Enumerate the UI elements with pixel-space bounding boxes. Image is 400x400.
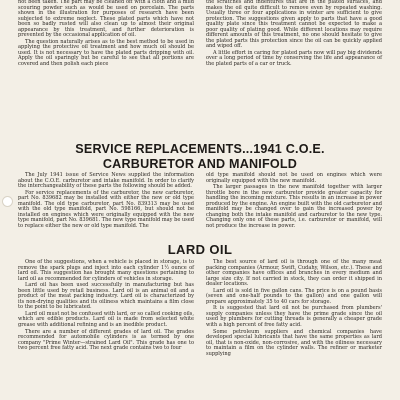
paragraph: The question naturally arises as to the best method to be used in applying the protective oil treatment and how much oil should be used. It is not necessary to have the plated parts dripping with oil. Apply the oil sparingly but be careful to see that all portions are covered and then polish each piece [18, 38, 194, 68]
carburetor-left-column [18, 173, 194, 230]
paragraph: The larger passages in the new manifold together with larger throttle bore in the new carburetor provide greater capacity for handling the incoming mixture. This results in an increase in power produced by the engine. An engine built with the old carburetor and manifold may be changed over to gain the increased power by changing both the intake manifold and carburetor to the new type. Changing only one of these parts, i.e. carburetor or manifold, will not produce the increase in power. [206, 184, 382, 229]
paragraph: The best source of lard oil is through one of the many meat packing companies (Armour, Swift, Cudahy, Wilson, etc.). These and other companies have offices and branches in every medium and large size city. If not carried in stock, they can order it shipped in dealer locations. [206, 259, 382, 288]
plating-article-continued [18, 0, 382, 69]
paragraph: Some petroleum suppliers and chemical companies have developed special lubricants that have the same properties as lard oil, that is non-oxide, non-corrosive, and with the oiliness necessary to maintain a film on the cylinder walls. The refiner or marketer supplying [206, 328, 382, 357]
paragraph: For service replacements of the carburetor, the new carburetor, part No. 839682 may be installed with either the new or old type manifold. The old type carburetor, part No. 839313 may be used with the old type manifold, part No. 598166, but should not be installed on engines which were originally equipped with the new type manifold, part No. 839681. The new type manifold may be used to replace either the new or old type manifold. The [18, 189, 194, 229]
paragraph: old type manifold should not be used on engines which were originally equipped with the new manifold. [206, 172, 382, 184]
paragraph: The July 1941 issue of Service News supplied the information about the C.O.E. carburetor and intake manifold. In order to clarify the interchangeability of these parts the following should be added. [18, 172, 194, 190]
binder-hole [2, 196, 13, 207]
paragraph: Lard oil is sold in five gallon cans. The price is on a pound basis (seven and one-half pounds to the gallon) and one gallon will prepare approximately 35 to 40 cars for storage. [206, 287, 382, 305]
paragraph: Lard oil must not be confused with lard, or so called cooking oils, which are edible products. Lard oil is made from selected white grease with additional refining and is an inedible product. [18, 310, 194, 329]
lard-oil-right-column [206, 260, 382, 358]
carburetor-section-heading [0, 142, 400, 171]
lard-oil-article [18, 260, 382, 358]
plating-right-column [206, 0, 382, 69]
paragraph: It is suggested that lard oil not be purchased from plumbers' supply companies unless they have the prime grade since the oil used by plumbers for cutting threads is generally a cheaper grade with a high percent of free fatty acid. [206, 305, 382, 329]
plating-left-column [18, 0, 194, 69]
lard-oil-left-column [18, 260, 194, 358]
carburetor-article [18, 173, 382, 230]
carburetor-right-column [206, 173, 382, 230]
paragraph: One of the suggestions, when a vehicle is placed in storage, is to remove the spark plugs and inject into each cylinder 1½ ounce of lard oil. This suggestion has brought many questions pertaining to lard oil as recommended for cylinders of vehicles in storage. [18, 259, 194, 282]
paragraph: A little effort in caring for plated parts now will pay big dividends over a long period of time by conserving the life and appearance of the plated parts of a car or truck. [206, 49, 382, 68]
heading-line-1: SERVICE REPLACEMENTS...1941 C.O.E. [75, 142, 325, 156]
paragraph: the scratches and indentures that are in the plated surfaces, and makes the oil quite difficult to remove even by repeated washing. Usually three or four applications in winter are sufficient to give protection. The suggestions given apply to parts that have a good quality plate since this treatment cannot be expected to make a poor quality of plating good. While different locations may require different amounts of this treatment, no one should hesitate to give the plated parts this protection since the oil can be quickly applied and wiped off. [206, 0, 382, 50]
paragraph: Lard oil has been used successfully in manufacturing but has been little used by retail business. Lard oil is an animal oil and a product of the meat packing industry. Lard oil is characterized by its non-drying qualities and its oiliness which maintains a film close to the point to be lubricated. [18, 282, 194, 311]
paragraph: not been taken. The part may be cleaned off with a cloth and a mild scouring powder such as would be used on porcelain. The parts shown in the illustration for purposes of research have been subjected to extreme neglect. These plated parts which have not been so badly rusted will also clean up to almost their original appearance by this treatment, and further deterioration is prevented by the occasional application of oil. [18, 0, 194, 39]
lard-oil-heading: LARD OIL [167, 242, 233, 257]
paragraph: There are a number of different grades of lard oil. The grades recommended for automobile cylinders is as termed by one company "Prime Winter—strained Lard Oil". This grade has one to two percent free fatty acid. The next grade contains two to four [18, 328, 194, 352]
heading-line-2: CARBURETOR AND MANIFOLD [102, 156, 298, 171]
